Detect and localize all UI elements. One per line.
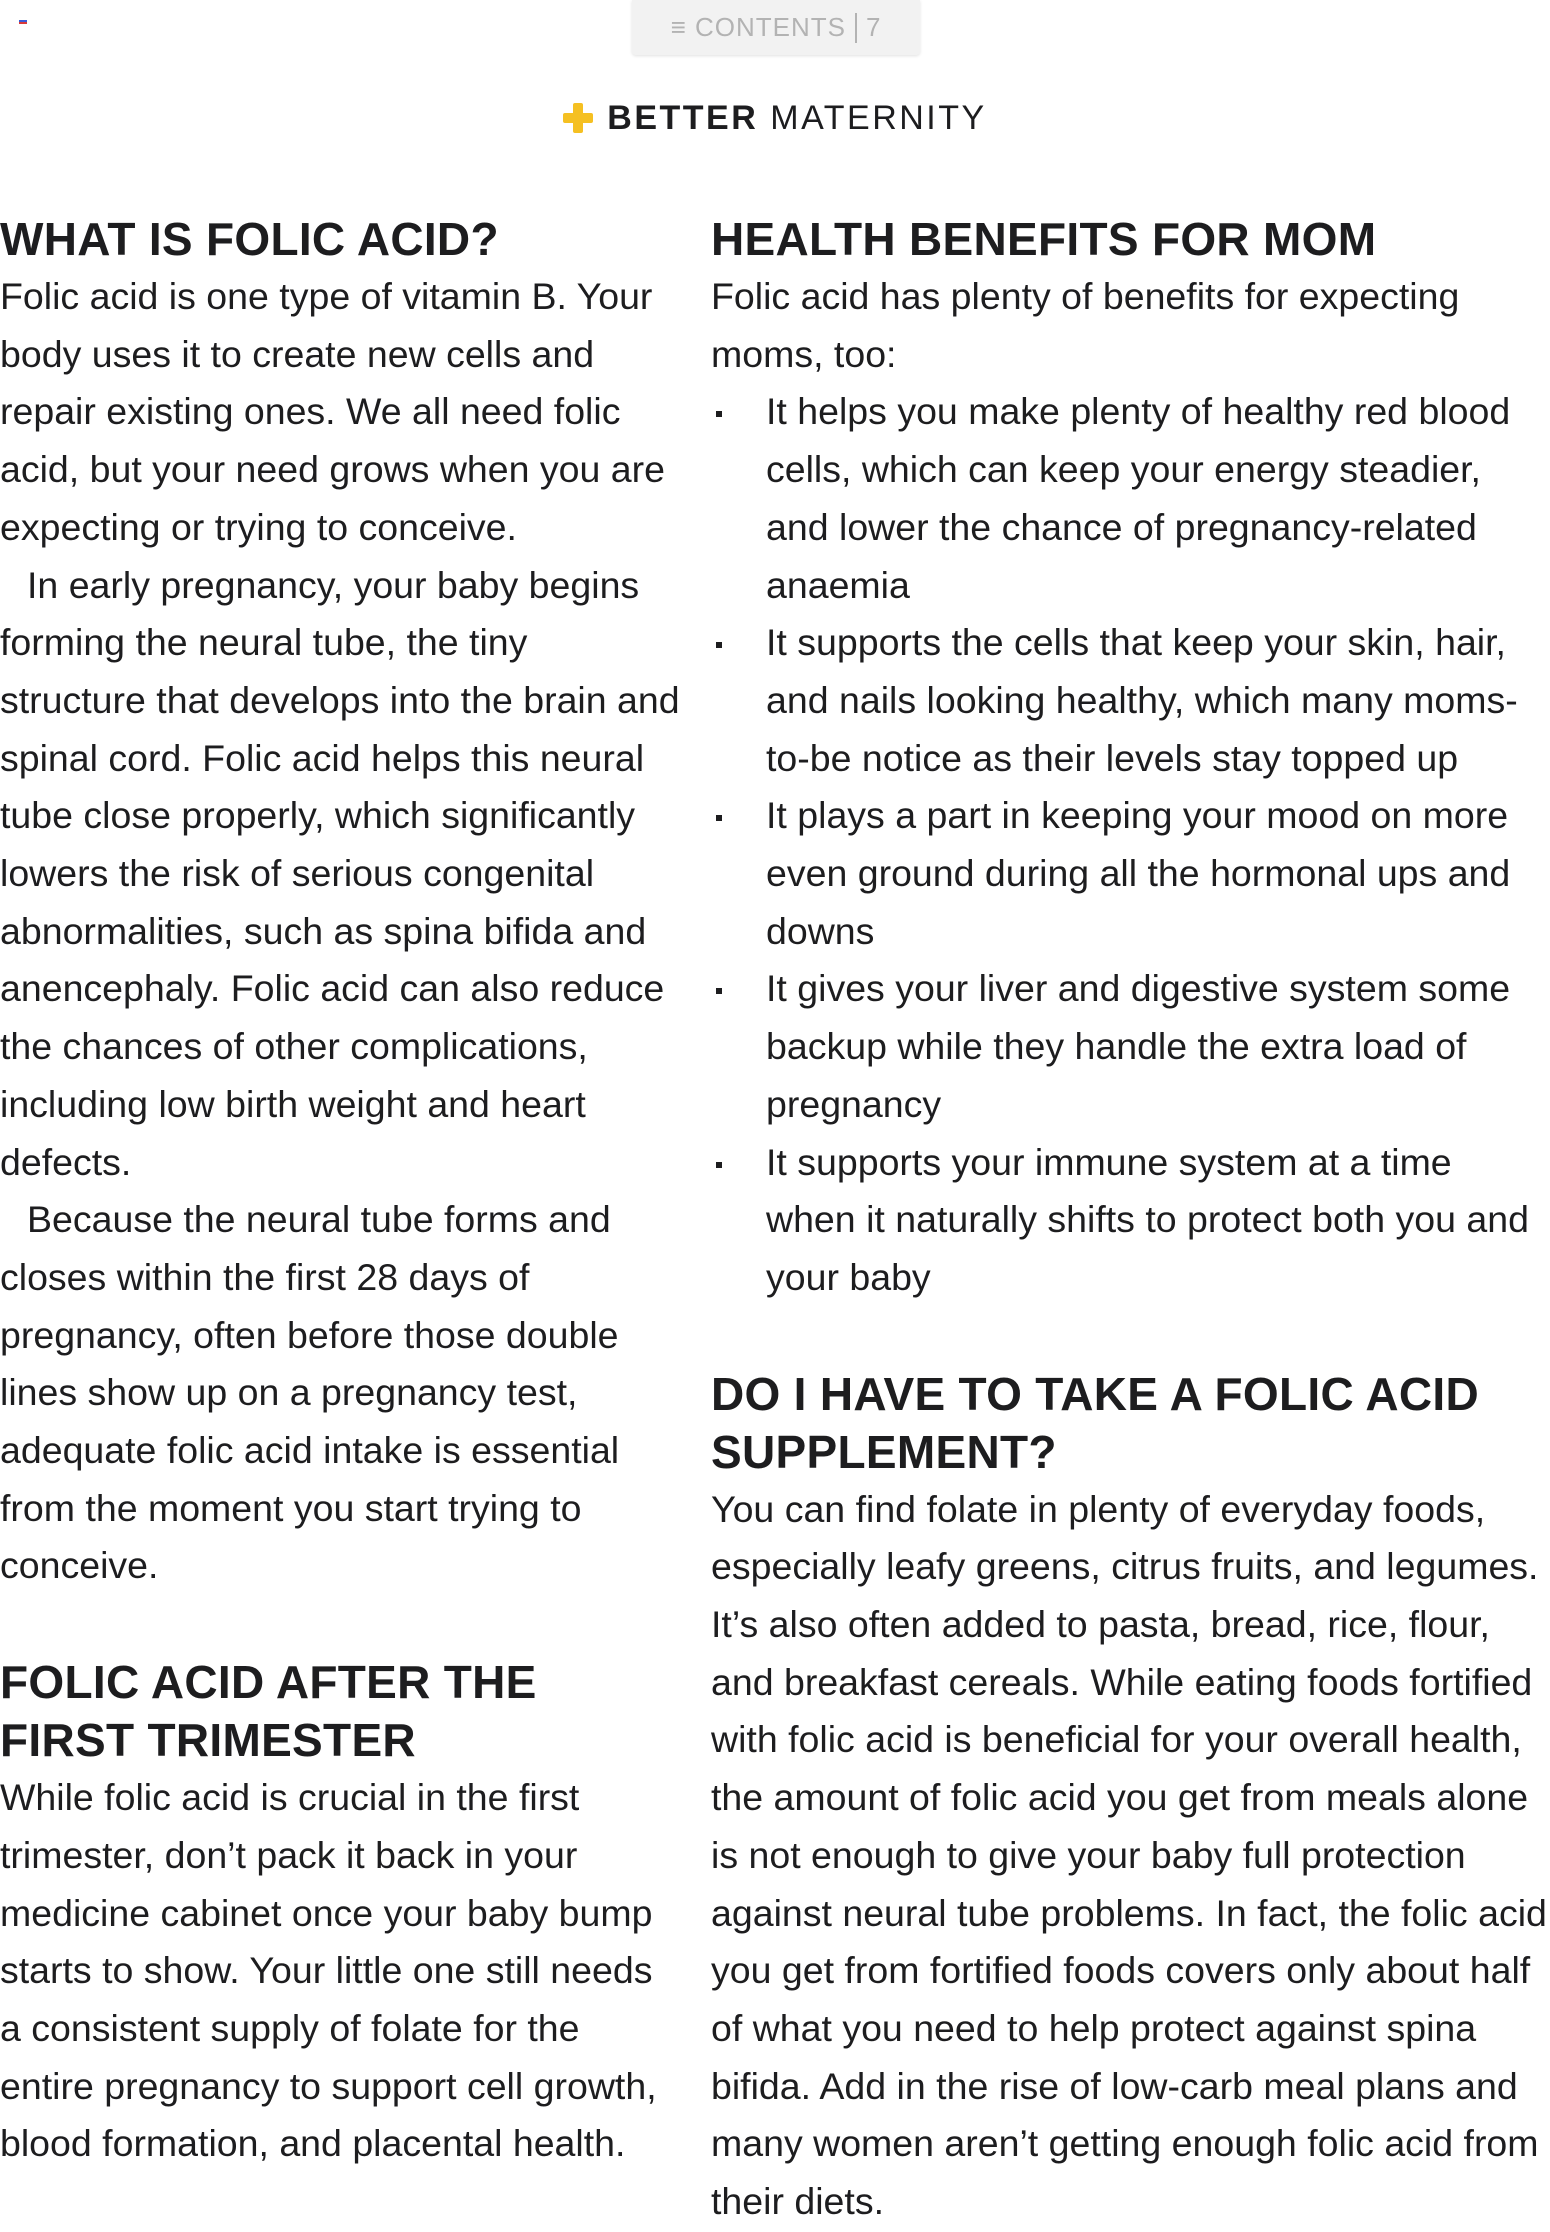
list-item: It helps you make plenty of healthy red blood cells, which can keep your energy steadier, and lower the chance of pregnancy-related anaemia	[711, 383, 1550, 614]
brand-regular-text: MATERNITY	[770, 98, 987, 137]
paragraph: Folic acid is one type of vitamin B. Your body uses it to create new cells and repair existing ones. We all need folic acid, but your need grows when you are expecting or trying to conceive.	[0, 275, 665, 548]
list-item: It plays a part in keeping your mood on more even ground during all the hormonal ups and downs	[711, 787, 1550, 960]
menu-icon: ≡	[670, 12, 695, 42]
paragraph: Because the neural tube forms and closes within the first 28 days of pregnancy, often before those double lines show up on a pregnancy test, adequate folic acid intake is essential from the moment you start trying to conceive.	[0, 1198, 620, 1587]
heading-health-benefits: HEALTH BENEFITS FOR MOM	[711, 213, 1377, 265]
contents-label: CONTENTS	[694, 12, 846, 42]
list-item: It supports the cells that keep your skin, hair, and nails looking healthy, which many moms-to-be notice as their levels stay topped up	[711, 614, 1550, 787]
list-item: It supports your immune system at a time when it naturally shifts to protect both you and your baby	[711, 1134, 1550, 1307]
paragraph: You can find folate in plenty of everyday foods, especially leafy greens, citrus fruits, and legumes. It’s also often added to pasta, bread, rice, flour, and breakfast cereals. While eating foods fortified with folic acid is beneficial for your overall health, the amount of folic acid you get from meals alone is not enough to give your baby full protection against neural tube problems. In fact, the folic acid you get from fortified foods covers only about half of what you need to help protect against spina bifida. Add in the rise of low-carb meal plans and many women aren’t getting enough folic acid from their diets.	[711, 1487, 1547, 2223]
right-column	[711, 210, 1550, 2231]
divider	[855, 13, 857, 43]
paragraph: While folic acid is crucial in the first trimester, don’t pack it back in your medicine cabinet once your baby bump starts to show. Your little one still needs a consistent supply of folate for the entire pregnancy to support cell growth, blood formation, and placental health.	[0, 1776, 657, 2165]
heading-supplement	[711, 1365, 1550, 1481]
page-number: 7	[865, 12, 882, 42]
benefits-list	[711, 383, 1550, 1306]
brand-logo	[0, 93, 1550, 143]
list-item: It gives your liver and digestive system some backup while they handle the extra load of pregnancy	[711, 960, 1550, 1133]
heading-line: SUPPLEMENT?	[711, 1425, 1057, 1478]
heading-line: FOLIC ACID AFTER THE	[0, 1656, 537, 1709]
left-column	[0, 210, 680, 2173]
page-marker-icon	[19, 20, 27, 26]
contents-nav-button[interactable]	[632, 0, 920, 55]
heading-line: FIRST TRIMESTER	[0, 1714, 416, 1767]
heading-line: DO I HAVE TO TAKE A FOLIC ACID	[711, 1367, 1479, 1420]
heading-after-first-trimester	[0, 1653, 680, 1769]
heading-what-is-folic-acid: WHAT IS FOLIC ACID?	[0, 213, 499, 265]
paragraph: Folic acid has plenty of benefits for expecting moms, too:	[711, 275, 1460, 375]
brand-bold-text: BETTER	[607, 98, 759, 137]
paragraph: In early pregnancy, your baby begins forming the neural tube, the tiny structure that develops into the brain and spinal cord. Folic acid helps this neural tube close properly, which significantly lowers the risk of serious congenital abnormalities, such as spina bifida and anencephaly. Folic acid can also reduce the chances of other complications, including low birth weight and heart defects.	[0, 563, 680, 1183]
plus-cross-icon	[563, 103, 593, 133]
